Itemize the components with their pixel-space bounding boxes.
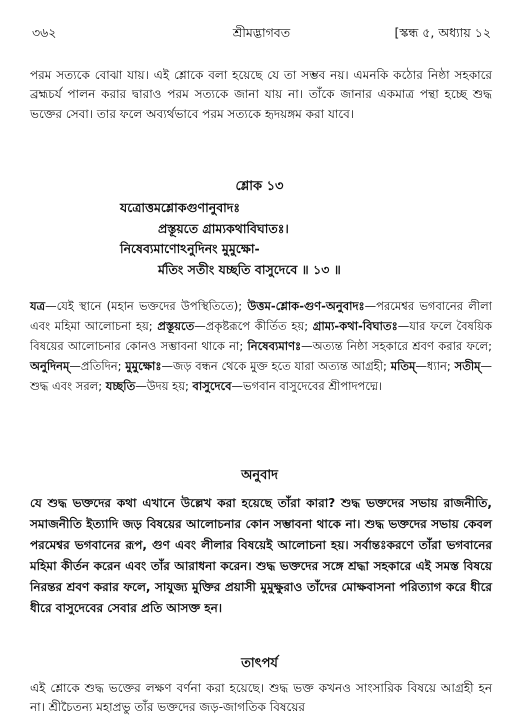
synonym-term: মুমুক্ষোঃ bbox=[125, 359, 162, 373]
synonym-term: মতিম্ bbox=[390, 359, 416, 373]
verse-text bbox=[120, 198, 500, 280]
synonym-meaning: পরমেশ্বর ভগবানের লীলা এবং মহিমা আলোচনা হয়; bbox=[30, 299, 492, 333]
verse-line: প্রস্তূয়তে গ্রাম্যকথাবিঘাতঃ। bbox=[158, 220, 289, 236]
purport-heading: তাৎপর্য bbox=[241, 656, 278, 671]
synonym-meaning: যেই স্থানে (মহান ভক্তদের উপস্থিতিতে); bbox=[56, 299, 248, 313]
intro-paragraph: পরম সত্যকে বোঝা যায়। এই শ্লোকে বলা হয়েছে যে তা সম্ভব নয়। এমনকি কঠোর নিষ্ঠা সহকারে ব্রহ্মচর্য পালন করার দ্বারাও পরম সত্যকে জানা যায় না। তাঁকে জানার একমাত্র পন্থা হচ্ছে শুদ্ধ ভক্তের সেবা। তার ফলে অব্যর্থভাবে পরম সত্যকে হৃদয়ঙ্গম করা যাবে। bbox=[30, 68, 492, 121]
synonym-term: গ্রাম্য-কথা-বিঘাতঃ bbox=[312, 319, 398, 333]
synonym-meaning: প্রতিদিন; bbox=[80, 359, 126, 373]
synonym-term: যত্র bbox=[30, 299, 46, 313]
verse-heading: শ্লোক ১৩ bbox=[235, 179, 284, 194]
book-title: শ্রীমদ্ভাগবত bbox=[232, 25, 291, 40]
purport-paragraph: এই শ্লোকে শুদ্ধ ভক্তের লক্ষণ বর্ণনা করা হয়েছে। শুদ্ধ ভক্ত কখনও সাংসারিক বিষয়ে আগ্রহী হন না। শ্রীচৈতন্য মহাপ্রভু তাঁর ভক্তদের জড়-জাগতিক বিষয়ের bbox=[30, 681, 492, 715]
synonym-meaning: ভগবান বাসুদেবের শ্রীপাদপদ্মে। bbox=[243, 379, 383, 393]
synonym-meaning: ধ্যান; bbox=[426, 359, 455, 373]
running-header bbox=[32, 24, 491, 42]
synonym-term: নিষেব্যমাণঃ bbox=[247, 339, 302, 353]
chapter-reference: [স্কন্ধ ৫, অধ্যায় ১২ bbox=[394, 25, 491, 40]
synonym-term: অনুদিনম্ bbox=[30, 359, 70, 373]
synonym-term: যচ্ছতি bbox=[105, 379, 136, 393]
synonym-meaning: জড় বন্ধন থেকে মুক্ত হতে যারা অত্যন্ত আগ্রহী; bbox=[172, 359, 391, 373]
synonym-term: উত্তম-শ্লোক-গুণ-অনুবাদঃ bbox=[247, 299, 365, 313]
synonym-term: প্রস্তূয়তে bbox=[157, 319, 195, 333]
synonyms-paragraph: যত্র—যেই স্থানে (মহান ভক্তদের উপস্থিতিতে); উত্তম-শ্লোক-গুণ-অনুবাদঃ—পরমেশ্বর ভগবানের লীলা এবং মহিমা আলোচনা হয়; প্রস্তূয়তে—প্রকৃষ্টরূপে কীর্তিত হয়; গ্রাম্য-কথা-বিঘাতঃ—যার ফলে বৈষয়িক বিষয়ের আলোচনার কোনও সম্ভাবনা থাকে না; নিষেব্যমাণঃ—অত্যন্ত নিষ্ঠা সহকারে শ্রবণ করার ফলে; অনুদিনম্—প্রতিদিন; মুমুক্ষোঃ—জড় বন্ধন থেকে মুক্ত হতে যারা অত্যন্ত আগ্রহী; মতিম্—ধ্যান; সতীম্—শুদ্ধ এবং সরল; যচ্ছতি—উদয় হয়; বাসুদেবে—ভগবান বাসুদেবের শ্রীপাদপদ্মে। bbox=[30, 299, 492, 393]
synonym-meaning: উদয় হয়; bbox=[146, 379, 193, 393]
verse-line: র্মতিং সতীং যচ্ছতি বাসুদেবে ॥ ১৩ ॥ bbox=[158, 261, 341, 277]
translation-paragraph: যে শুদ্ধ ভক্তদের কথা এখানে উল্লেখ করা হয়েছে তাঁরা কারা? শুদ্ধ ভক্তদের সভায় রাজনীতি, সমাজনীতি ইত্যাদি জড় বিষয়ের আলোচনার কোন সম্ভাবনা থাকে না। শুদ্ধ ভক্তদের সভায় কেবল পরমেশ্বর ভগবানের রূপ, গুণ এবং লীলার বিষয়েই আলোচনা হয়। সর্বান্তঃকরণে তাঁরা ভগবানের মহিমা কীর্তন করেন এবং তাঁর আরাধনা করেন। শুদ্ধ ভক্তদের সঙ্গে শ্রদ্ধা সহকারে এই সমস্ত বিষয়ে নিরন্তর শ্রবণ করার ফলে, সাযুজ্য মুক্তির প্রয়াসী মুমুক্ষুরাও তাঁদের মোক্ষবাসনা পরিত্যাগ করে ধীরে ধীরে বাসুদেবের সেবার প্রতি আসক্ত হন। bbox=[30, 496, 492, 615]
verse-line: নিষেব্যমাণোঽনুদিনং মুমুক্ষো- bbox=[120, 241, 260, 256]
synonym-meaning: অত্যন্ত নিষ্ঠা সহকারে শ্রবণ করার ফলে; bbox=[312, 339, 492, 353]
synonym-meaning: যার ফলে বৈষয়িক বিষয়ের আলোচনার কোনও সম্ভাবনা থাকে না; bbox=[30, 319, 492, 353]
translation-heading: অনুবাদ bbox=[241, 468, 278, 483]
synonym-meaning: শুদ্ধ এবং সরল; bbox=[30, 379, 106, 393]
page-number: ৩৬২ bbox=[32, 25, 57, 40]
synonym-term: বাসুদেবে bbox=[192, 379, 232, 393]
synonym-meaning: প্রকৃষ্টরূপে কীর্তিত হয়; bbox=[205, 319, 313, 333]
verse-line: যত্রোত্তমশ্লোকগুণানুবাদঃ bbox=[120, 200, 241, 215]
synonym-term: সতীম্ bbox=[454, 359, 481, 373]
